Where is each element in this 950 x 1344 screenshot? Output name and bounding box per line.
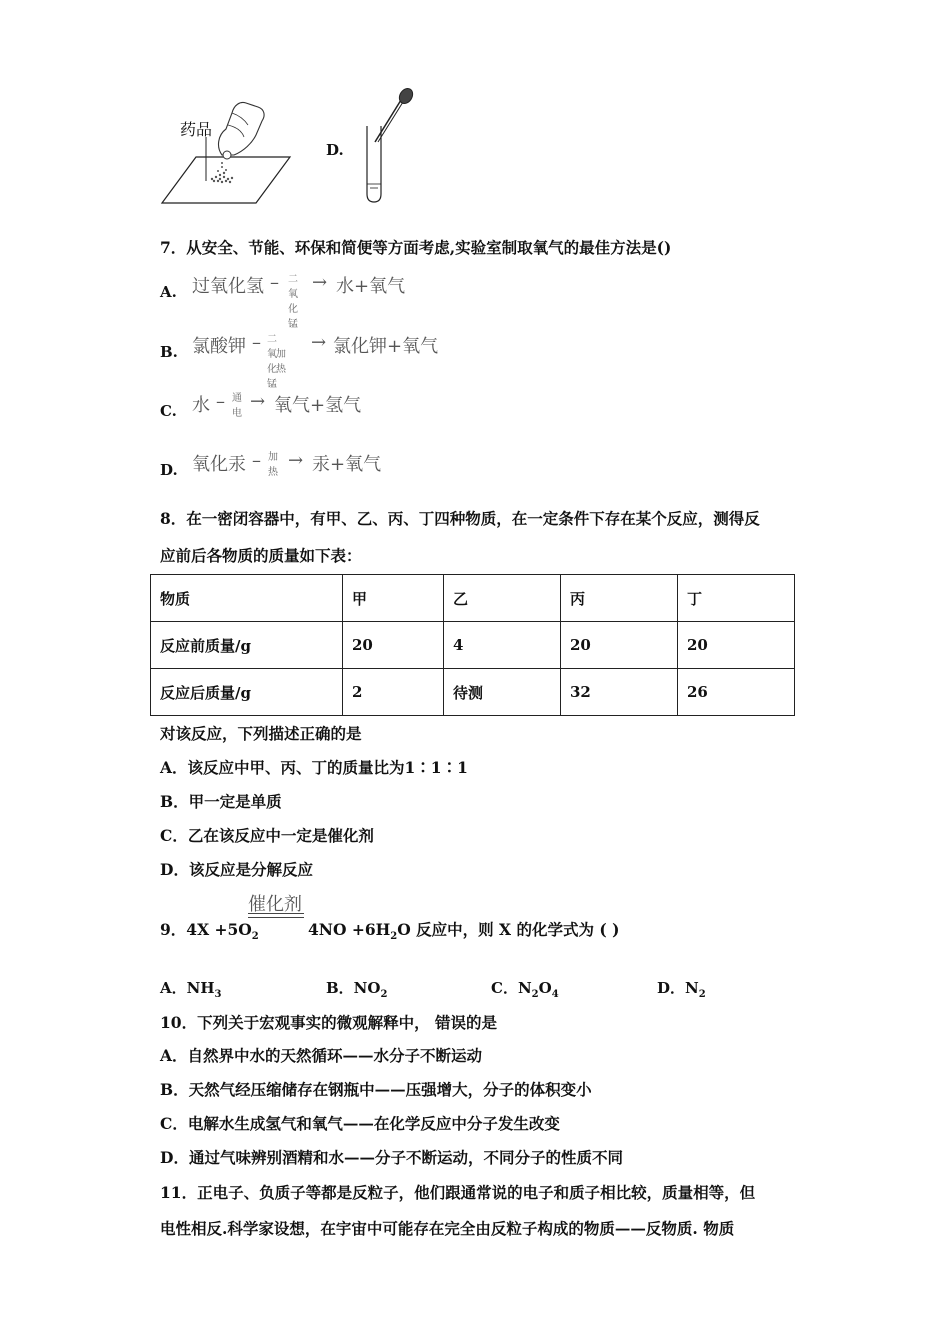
table-row [151,622,795,669]
table-cell: 2 [343,669,444,716]
table-cell: 丁 [678,575,795,622]
q7-option-d-reactant: 氧化汞 [192,454,246,475]
q7-option-c-cond-top: 通电 [232,393,242,419]
q9-right-part2: O 反应中，则 X 的化学式为 ( ) [397,920,620,939]
table-cell: 物质 [151,575,343,622]
q7-option-c-arrow: → [250,391,266,412]
q11-line1: 11．正电子、负质子等都是反粒子，他们跟通常说的电子和质子相比较，质量相等，但 [160,1183,756,1202]
q7-option-b-arrow: → [311,332,327,353]
q7-option-a-dash: – [270,272,279,293]
q9-answer-c-sub: 2 [531,989,539,1000]
table-cell: 20 [678,622,795,669]
q9-answer-d-sub: 2 [698,989,706,1000]
q9-catalyst-label: 催化剂 [248,894,302,915]
q9-left-part: 4X +5O [186,920,252,939]
q7-option-b-letter: B. [160,343,178,361]
q9-right-sub: 2 [390,931,398,943]
figure-drug-on-paper [160,95,295,207]
table-cell: 20 [343,622,444,669]
q7-option-a-product: 水+氧气 [336,276,406,297]
table-cell: 4 [444,622,561,669]
q9-answer-d [657,977,706,1000]
q7-option-b-cond-top: 二氧化锰 [267,334,277,390]
q9-answer-c-text: C．N [491,979,532,997]
table-cell: 26 [678,669,795,716]
table-cell: 乙 [444,575,561,622]
q8-option-d: D．该反应是分解反应 [160,860,313,879]
q7-option-c-product: 氧气+氢气 [274,395,362,416]
q9-answer-b-text: B．NO [326,979,381,997]
q9-right-part1: 4NO +6H [308,920,391,939]
table-cell: 20 [561,622,678,669]
q7-option-c-letter: C. [160,402,177,420]
table-cell: 甲 [343,575,444,622]
q9-left-sub: 2 [251,931,259,943]
q7-option-a-letter: A. [160,283,177,301]
q7-option-d-product: 汞+氧气 [312,454,382,475]
q8-option-b: B．甲一定是单质 [160,792,282,811]
q9-answer-c-sub2: 4 [551,989,559,1000]
q7-option-a-cond-top: 二氧化锰 [288,274,298,330]
q8-stem-line1: 8．在一密闭容器中，有甲、乙、丙、丁四种物质，在一定条件下存在某个反应，测得反 [160,509,760,528]
table-cell: 反应前质量/g [151,622,343,669]
q9-answer-a-text: A．NH [160,979,215,997]
mass-table [150,574,795,716]
table-row [151,669,795,716]
q9-answer-a-sub: 3 [214,989,222,1000]
q10-option-b: B．天然气经压缩储存在钢瓶中——压强增大，分子的体积变小 [160,1080,592,1099]
q8-prompt: 对该反应，下列描述正确的是 [160,724,362,743]
table-cell: 待测 [444,669,561,716]
q10-option-d: D．通过气味辨别酒精和水——分子不断运动，不同分子的性质不同 [160,1148,623,1167]
q7-option-b-reactant: 氯酸钾 [192,336,246,357]
q8-option-a: A．该反应中甲、丙、丁的质量比为1∶1∶1 [160,758,468,777]
dropper-test-tube-illustration [355,86,425,206]
q10-option-c: C．电解水生成氢气和氧气——在化学反应中分子发生改变 [160,1114,560,1133]
q9-answer-c [491,977,559,1000]
q11-line2: 电性相反.科学家设想，在宇宙中可能存在完全由反粒子构成的物质——反物质. 物质 [160,1219,735,1238]
hand-paper-illustration [160,95,295,207]
q9-answer-b [326,977,387,1000]
q9-answer-a [160,977,222,1000]
q9-answer-d-text: D．N [657,979,699,997]
q7-stem: 7．从安全、节能、环保和简便等方面考虑,实验室制取氧气的最佳方法是() [160,238,672,257]
q9-num: 9． [160,920,187,939]
q10-stem: 10．下列关于宏观事实的微观解释中， 错误的是 [160,1013,497,1032]
q9-answer-c-mid: O [538,979,552,997]
figure-label-drug: 药品 [180,120,213,139]
q10-option-a: A．自然界中水的天然循环——水分子不断运动 [160,1046,483,1065]
q9-stem-right [308,918,619,942]
q7-option-b-cond-bottom: 加热 [276,349,286,375]
table-cell: 32 [561,669,678,716]
q7-option-d-arrow: → [288,450,304,471]
q9-answer-b-sub: 2 [380,989,388,1000]
table-header-row [151,575,795,622]
q7-option-d-dash: – [252,450,261,471]
q8-option-c: C．乙在该反应中一定是催化剂 [160,826,374,845]
q7-option-c-reactant: 水 [192,395,210,416]
q9-stem-left [160,918,259,942]
table-cell: 反应后质量/g [151,669,343,716]
q7-option-a-arrow: → [312,272,328,293]
option-d-letter-q6: D. [326,141,344,159]
q8-stem-line2: 应前后各物质的质量如下表： [160,546,362,565]
figure-dropper-test-tube [355,86,425,206]
q7-option-a-reactant: 过氧化氢 [192,276,264,297]
q7-option-b-dash: – [252,332,261,353]
q7-option-b-product: 氯化钾+氧气 [333,336,439,357]
q7-option-d-cond-top: 加热 [268,452,278,478]
q7-option-d-letter: D. [160,461,178,479]
table-cell: 丙 [561,575,678,622]
q7-option-c-dash: – [216,391,225,412]
